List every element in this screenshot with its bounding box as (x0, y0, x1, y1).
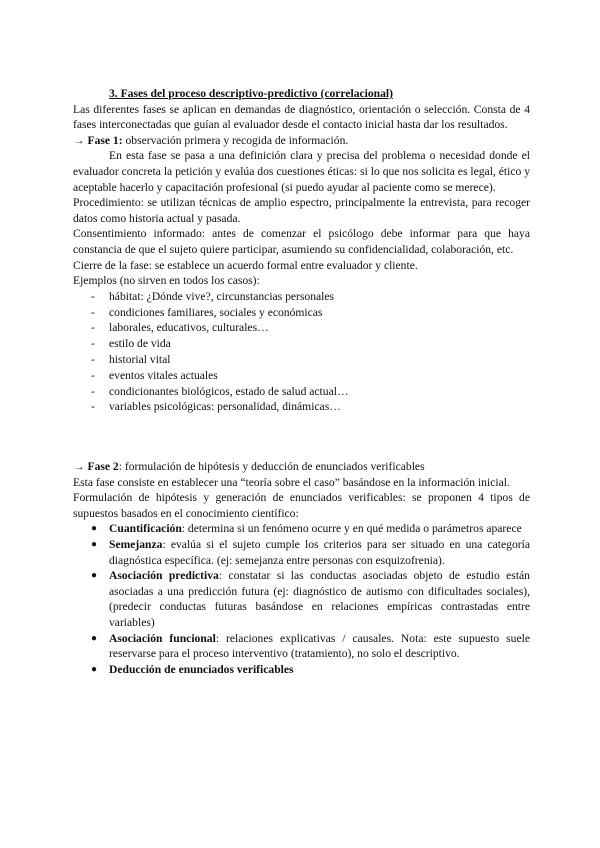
item-term: Deducción de enunciados verificables (109, 662, 294, 676)
list-item: - laborales, educativos, culturales… (91, 320, 530, 336)
section-title: 3. Fases del proceso descriptivo-predictivo (correlacional) (109, 87, 393, 100)
fase2-heading-text: : formulación de hipótesis y deducción de enunciados verificables (118, 460, 425, 474)
list-item (91, 568, 530, 630)
fase2-heading (73, 459, 530, 475)
arrow-glyph: → (73, 460, 88, 474)
item-term: Asociación funcional (109, 631, 216, 645)
list-item: - condiciones familiares, sociales y económicas (91, 305, 530, 321)
list-item: - historial vital (91, 352, 530, 368)
formulacion-paragraph: Formulación de hipótesis y generación de enunciados verificables: se proponen 4 tipos de supuestos basados en el conocimiento científico: (73, 491, 530, 520)
procedimiento-paragraph: Procedimiento: se utilizan técnicas de amplio espectro, principalmente la entrevista, para recoger datos como historia actual y pasada. (73, 196, 530, 225)
cierre-paragraph: Cierre de la fase: se establece un acuerdo formal entre evaluador y cliente. (73, 258, 418, 272)
ejemplos-list (73, 289, 530, 415)
fase2-paragraph: Esta fase consiste en establecer una “teoría sobre el caso” basándose en la información inicial. (73, 475, 510, 489)
list-item (91, 631, 530, 662)
fase1-heading (73, 133, 530, 149)
consentimiento-paragraph: Consentimiento informado: antes de comenzar el psicólogo debe informar para que haya constancia de que el sujeto quiere participar, asumiendo su confidencialidad, colaboración, etc. (73, 227, 530, 256)
list-item (91, 662, 530, 678)
supuestos-list (73, 521, 530, 677)
item-term: Semejanza (109, 538, 163, 552)
list-item: - hábitat: ¿Dónde vive?, circunstancias personales (91, 289, 530, 305)
item-desc: : evalúa si el sujeto cumple los criterios para ser situado en una categoría diagnóstica específica. (ej: semejanza entre personas con esquizofrenia). (109, 538, 530, 567)
item-desc: : relaciones explicativas / causales. Nota: este supuesto suele reservarse para el proceso interventivo (tratamiento), no solo el descriptivo. (109, 631, 530, 661)
fase1-paragraph: En esta fase se pasa a una definición clara y precisa del problema o necesidad donde el evaluador concreta la petición y evalúa dos cuestiones éticas: si lo que nos solicita es legal, ético y aceptable hacerlo y capacitación profesional (si puedo ayudar al paciente como se merece). (73, 149, 530, 194)
item-term: Cuantificación (109, 522, 182, 536)
list-item: - eventos vitales actuales (91, 368, 530, 384)
ejemplos-label: Ejemplos (no sirven en todos los casos): (73, 274, 260, 288)
fase2-label: Fase 2 (87, 460, 119, 474)
list-item: - condicionantes biológicos, estado de salud actual… (91, 384, 530, 400)
item-term: Asociación predictiva (109, 569, 219, 583)
spacer (73, 415, 530, 459)
arrow-glyph: → (73, 133, 88, 147)
intro-paragraph: Las diferentes fases se aplican en demandas de diagnóstico, orientación o selección. Consta de 4 fases interconectadas que guían al evaluador desde el contacto inicial hasta dar los resultados. (73, 102, 530, 132)
fase1-heading-text: observación primera y recogida de información. (122, 133, 349, 147)
item-desc: : constatar si las conductas asociadas objeto de estudio están asociadas a una predicción futura (ej: diagnóstico de autismo con dificultades sociales), (predecir conductas futuras basándose en relaciones empíricas contrastadas entre variables) (109, 569, 530, 630)
list-item (91, 521, 530, 537)
list-item: - estilo de vida (91, 336, 530, 352)
list-item: - variables psicológicas: personalidad, dinámicas… (91, 399, 530, 415)
fase1-label: Fase 1: (87, 133, 123, 147)
item-desc: : determina si un fenómeno ocurre y en qué medida o parámetros aparece (181, 522, 522, 536)
list-item (91, 537, 530, 568)
